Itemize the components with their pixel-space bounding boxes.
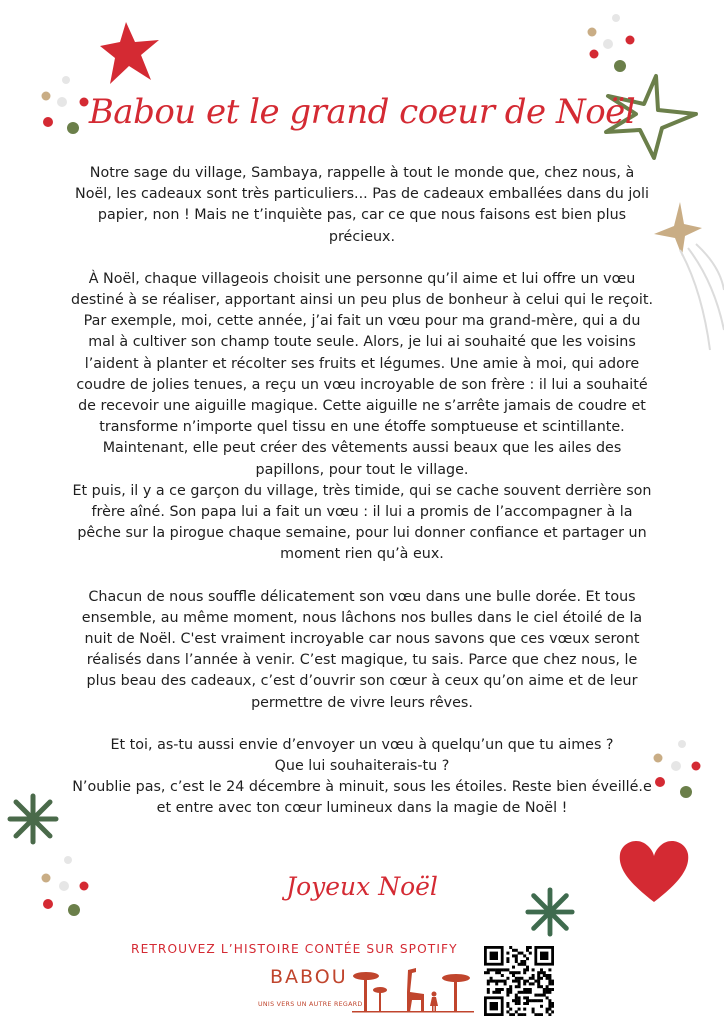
logo-tagline: UNIS VERS UN AUTRE REGARD: [258, 1001, 363, 1008]
paragraph-bubbles: Chacun de nous souffle délicatement son vœu dans une bulle dorée. Et tous ensemble, au même moment, nous lâchons nos bulles dans le ciel étoilé de la nuit de Noël. C'est vraiment incroyable car nous savons que ces vœux seront réalisés dans l’année à venir. C’est magique, tu sais. Parce que chez nous, le plus beau des cadeaux, c’est d’ouvrir son cœur à ceux qu’on aime et de leur permettre de vivre leurs rêves.: [81, 588, 643, 711]
paragraph-boy: Et puis, il y a ce garçon du village, très timide, qui se cache souvent derrière son frère aîné. Son papa lui a fait un vœu : il lui a promis de l’accompagner à la pêche sur la pirogue chaque semaine, pour lui donner confiance et partager un moment rien qu’à eux.: [72, 482, 652, 563]
shooting-star-icon: [650, 200, 724, 360]
logo-name: BABOU: [270, 966, 348, 988]
story-body: [70, 163, 654, 820]
paragraph-reminder: N’oublie pas, c’est le 24 décembre à minuit, sous les étoiles. Reste bien éveillé.e et entre avec ton cœur lumineux dans la magie de Noël !: [72, 779, 652, 817]
asterisk-left-icon: [6, 792, 60, 846]
story-title: Babou et le grand coeur de Noël: [88, 92, 636, 132]
paragraph-question: Et toi, as-tu aussi envie d’envoyer un vœu à quelqu’un que tu aimes ?: [110, 736, 614, 753]
spotify-link[interactable]: RETROUVEZ L’HISTOIRE CONTÉE SUR SPOTIFY: [131, 942, 458, 956]
dots-top-right-icon: [584, 8, 644, 78]
red-star-icon: [98, 18, 164, 88]
closing-greeting: Joyeux Noël: [286, 872, 438, 901]
savanna-illustration-icon: [352, 964, 474, 1014]
paragraph-examples: Par exemple, moi, cette année, j’ai fait un vœu pour ma grand-mère, qui a du mal à cultiver son champ toute seule. Alors, je lui ai souhaité que les voisins l’aident à planter et récolter ses fruits et légumes. Une amie à moi, qui adore coudre de jolies tenues, a reçu un vœu incroyable de son frère : il lui a souhaité de recevoir une aiguille magique. Cette aiguille ne s’arrête jamais de coudre et transforme n’importe quel tissu en une étoffe somptueuse et scintillante. Maintenant, elle peut créer des vêtements aussi beaux que les ailes des papillons, pour tout le village.: [76, 313, 648, 478]
paragraph-question-2: Que lui souhaiterais-tu ?: [274, 758, 450, 775]
qr-code-icon[interactable]: [484, 946, 554, 1016]
dots-bottom-right-icon: [648, 736, 708, 806]
paragraph-tradition: À Noël, chaque villageois choisit une personne qu’il aime et lui offre un vœu destiné à se réaliser, apportant ainsi un peu plus de bonheur à celui qui le reçoit.: [71, 270, 653, 309]
paragraph-intro: Notre sage du village, Sambaya, rappelle à tout le monde que, chez nous, à Noël, les cadeaux sont très particuliers... Pas de cadeaux emballées dans du joli papier, non ! Mais ne t’inquiète pas, car ce que nous faisons est bien plus précieux.: [75, 165, 649, 245]
